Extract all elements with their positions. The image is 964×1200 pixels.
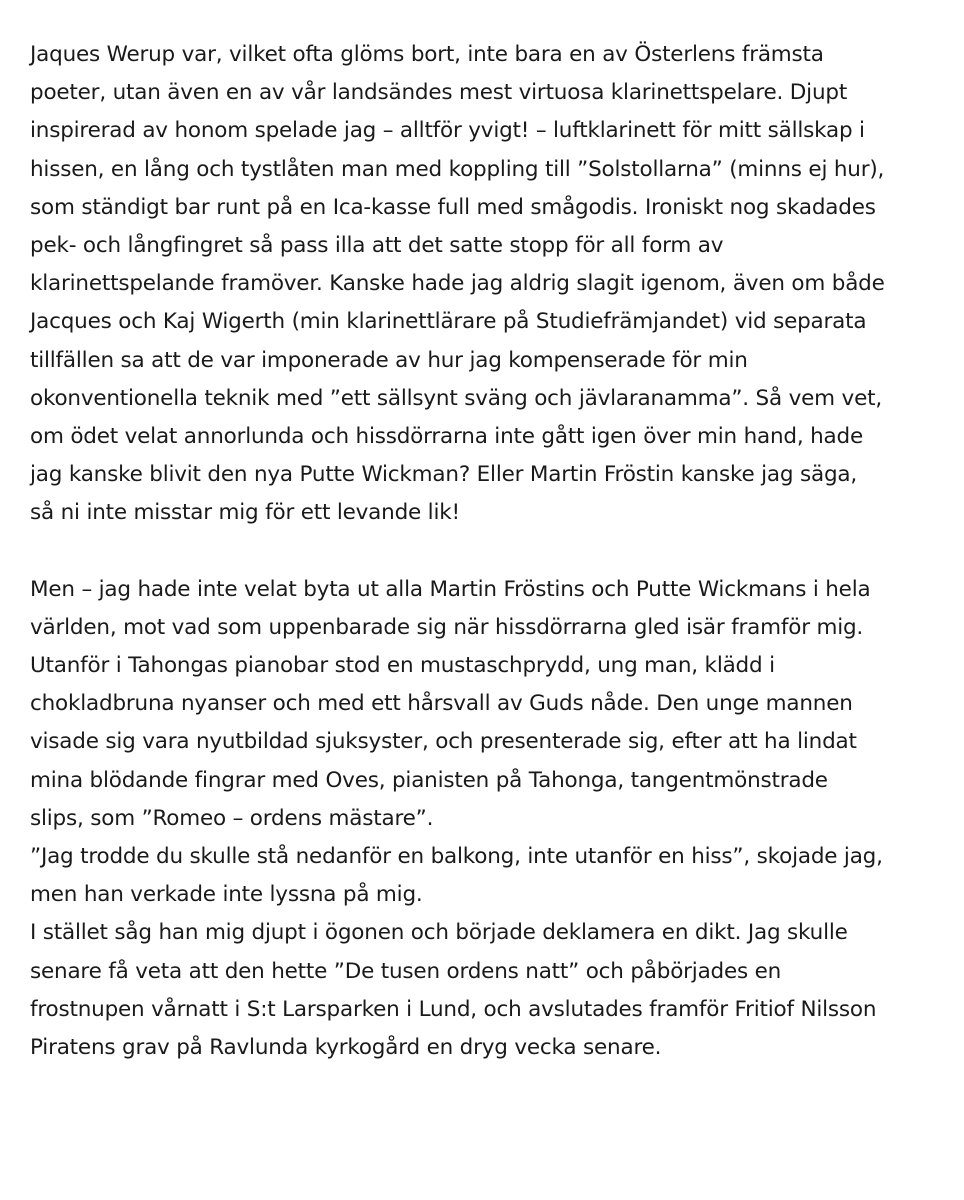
text-line: tillfällen sa att de var imponerade av hur jag kompenserade för min <box>30 347 748 373</box>
text-line: senare få veta att den hette ”De tusen ordens natt” och påbörjades en <box>30 958 782 984</box>
text-line: frostnupen vårnatt i S:t Larsparken i Lund, och avslutades framför Fritiof Nilsson <box>30 996 877 1022</box>
text-line: okonventionella teknik med ”ett sällsynt sväng och jävlaranamma”. Så vem vet, <box>30 385 882 411</box>
text-line: Men – jag hade inte velat byta ut alla Martin Fröstins och Putte Wickmans i hela <box>30 576 871 602</box>
paragraph-2 <box>30 571 955 1067</box>
text-line: Utanför i Tahongas pianobar stod en mustaschprydd, ung man, klädd i <box>30 653 775 678</box>
text-line: poeter, utan även en av vår landsändes mest virtuosa klarinettspelare. Djupt <box>30 80 848 106</box>
text-line: mina blödande fingrar med Oves, pianisten på Tahonga, tangentmönstrade <box>30 767 828 793</box>
text-line: Jacques och Kaj Wigerth (min klarinettlärare på Studiefrämjandet) vid separata <box>30 309 867 335</box>
text-line: Piratens grav på Ravlunda kyrkogård en dryg vecka senare. <box>30 1034 662 1060</box>
text-line: visade sig vara nyutbildad sjuksyster, och presenterade sig, efter att ha lindat <box>30 729 857 755</box>
text-line: men han verkade inte lyssna på mig. <box>30 882 423 908</box>
text-line: I stället såg han mig djupt i ögonen och började deklamera en dikt. Jag skulle <box>30 920 848 946</box>
text-line: som ständigt bar runt på en Ica-kasse full med smågodis. Ironiskt nog skadades <box>30 194 876 220</box>
paragraph-1 <box>30 36 955 532</box>
text-line: pek- och långfingret så pass illa att det satte stopp för all form av <box>30 232 724 258</box>
document-page <box>30 36 955 1067</box>
text-line: slips, som ”Romeo – ordens mästare”. <box>30 805 434 831</box>
text-line: så ni inte misstar mig för ett levande lik! <box>30 500 460 526</box>
paragraph-divider <box>30 532 955 570</box>
text-line: klarinettspelande framöver. Kanske hade jag aldrig slagit igenom, även om både <box>30 271 885 297</box>
text-line: Jaques Werup var, vilket ofta glöms bort, inte bara en av Österlens främsta <box>30 42 824 67</box>
text-line: ”Jag trodde du skulle stå nedanför en balkong, inte utanför en hiss”, skojade jag, <box>30 843 883 869</box>
text-line: chokladbruna nyanser och med ett hårsvall av Guds nåde. Den unge mannen <box>30 691 853 717</box>
text-line: världen, mot vad som uppenbarade sig när hissdörrarna gled isär framför mig. <box>30 614 864 640</box>
text-line: inspirerad av honom spelade jag – alltför yvigt! – luftklarinett för mitt sällskap i <box>30 118 865 144</box>
text-line: jag kanske blivit den nya Putte Wickman? Eller Martin Fröstin kanske jag säga, <box>30 462 857 488</box>
text-line: hissen, en lång och tystlåten man med koppling till ”Solstollarna” (minns ej hur), <box>30 156 885 182</box>
text-line: om ödet velat annorlunda och hissdörrarna inte gått igen över min hand, hade <box>30 423 864 449</box>
